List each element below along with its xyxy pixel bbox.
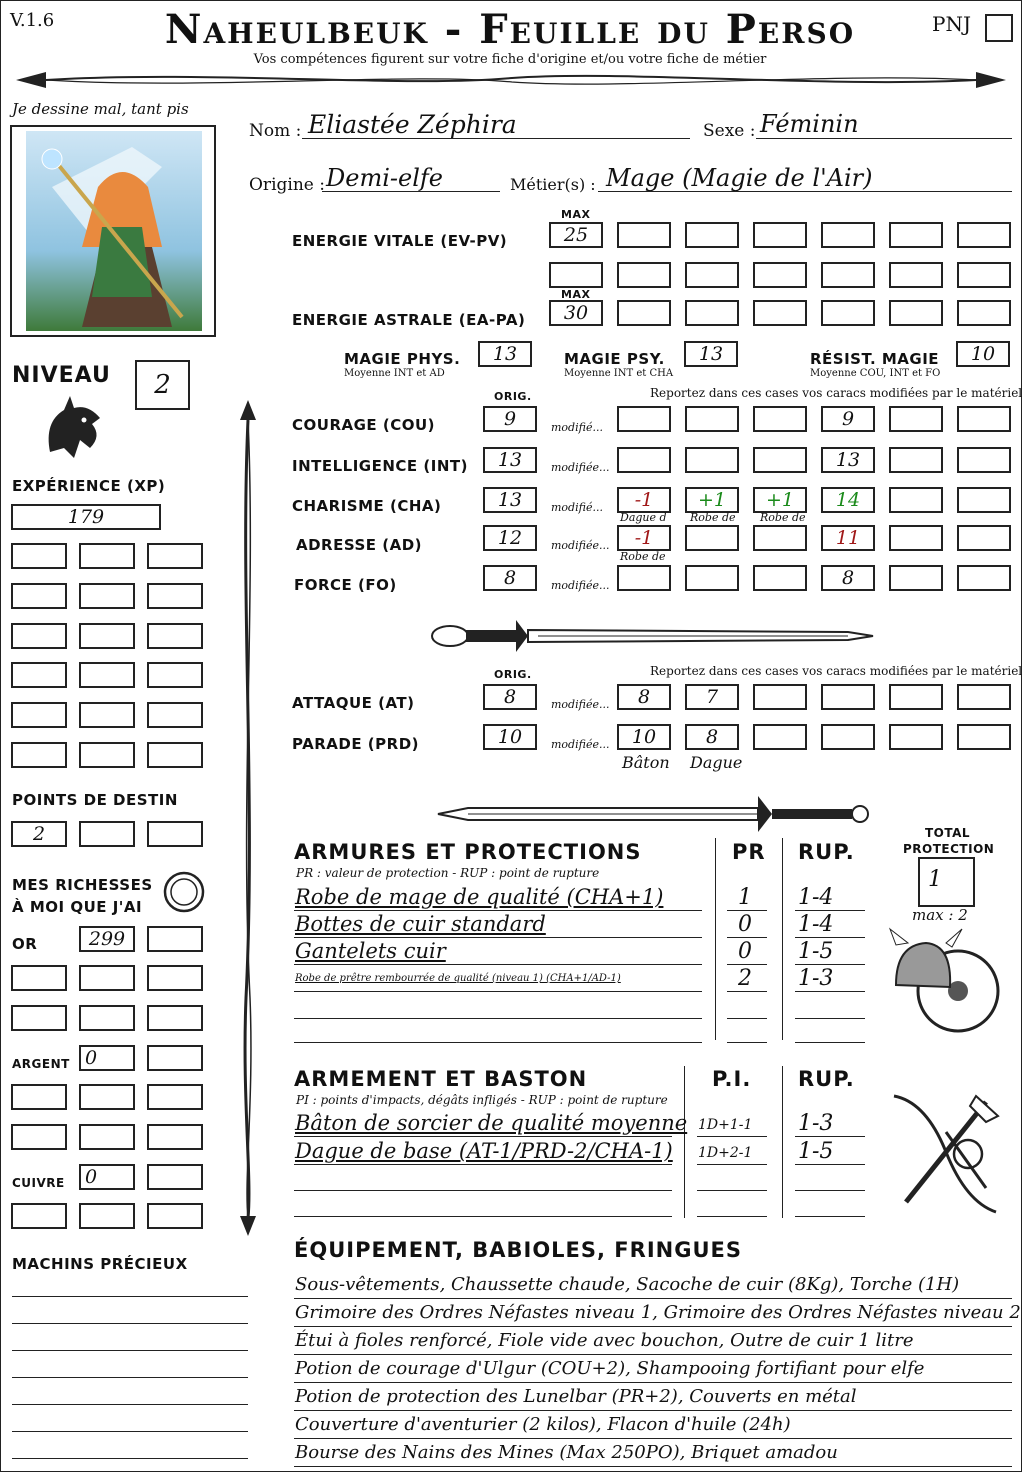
ad-mod-box[interactable] [889, 525, 943, 551]
xp-grid-box[interactable] [11, 623, 67, 649]
cuivre-box[interactable] [147, 1203, 203, 1229]
argent-box[interactable]: 0 [79, 1045, 135, 1071]
sword-icon [428, 790, 878, 838]
total-protection-box[interactable]: 1 [918, 857, 975, 907]
or-box[interactable] [147, 1005, 203, 1031]
prd-mod-box[interactable] [889, 724, 943, 750]
machins-line[interactable] [12, 1458, 248, 1459]
fo-mod-box[interactable] [889, 565, 943, 591]
ad-mod-box[interactable]: 11 [821, 525, 875, 551]
ad-mod-box[interactable]: -1 [617, 525, 671, 551]
origine-label: Origine : [249, 175, 325, 195]
equipment-line[interactable]: Bourse des Nains des Mines (Max 250PO), Briquet amadou [295, 1442, 838, 1463]
cha-note: Robe de [690, 511, 736, 524]
argent-box[interactable] [79, 1124, 135, 1150]
metier-underline [598, 191, 1012, 192]
armor-item-rup[interactable]: 1-3 [798, 966, 834, 991]
weapon-line [294, 1216, 672, 1217]
page-subtitle: Vos compétences figurent sur votre fiche d'origine et/ou votre fiche de métier [253, 52, 767, 67]
armor-rup-line [795, 991, 865, 992]
fo-orig-box[interactable]: 8 [483, 565, 537, 591]
ev-box[interactable] [889, 222, 943, 248]
int-modif-label: modifiée... [551, 461, 610, 474]
equipment-underline [294, 1326, 1012, 1327]
sexe-value[interactable]: Féminin [760, 110, 859, 138]
weapon-pi-line [697, 1164, 767, 1165]
xp-grid-box[interactable] [147, 623, 203, 649]
cuivre-box[interactable] [79, 1203, 135, 1229]
cou-mod-box[interactable] [957, 406, 1011, 432]
caracs-report-note: Reportez dans ces cases vos caracs modifiées par le matériel [650, 386, 1023, 400]
weapon-item-pi[interactable]: 1D+2-1 [698, 1145, 753, 1161]
origine-underline [322, 191, 500, 192]
cou-mod-box[interactable] [889, 406, 943, 432]
prd-mod-box[interactable] [753, 724, 807, 750]
xp-grid-box[interactable] [11, 662, 67, 688]
cha-note: Dague d [620, 511, 667, 524]
or-box[interactable] [147, 926, 203, 952]
prd-modif-label: modifiée... [551, 738, 610, 751]
helmet-shield-icon [886, 925, 1004, 1041]
prd-mod-box[interactable]: 8 [685, 724, 739, 750]
xp-grid-box[interactable] [79, 623, 135, 649]
prd-orig-box[interactable]: 10 [483, 724, 537, 750]
cou-mod-box[interactable] [685, 406, 739, 432]
at-modif-label: modifiée... [551, 698, 610, 711]
ad-mod-box[interactable] [957, 525, 1011, 551]
cuivre-box[interactable] [147, 1164, 203, 1190]
equipment-line[interactable]: Grimoire des Ordres Néfastes niveau 1, Grimoire des Ordres Néfastes niveau 2 [295, 1302, 1021, 1323]
ev-max-box[interactable]: 25 [549, 222, 603, 248]
weapon-item-rup[interactable]: 1-3 [798, 1111, 834, 1136]
at-mod-box[interactable] [889, 684, 943, 710]
ad-note: Robe de [620, 550, 666, 563]
equipment-underline [294, 1354, 1012, 1355]
ev-box[interactable] [821, 222, 875, 248]
ev-box[interactable] [617, 262, 671, 288]
equipment-line[interactable]: Potion de courage d'Ulgur (COU+2), Shampooing fortifiant pour elfe [295, 1358, 925, 1379]
fo-mod-box[interactable] [957, 565, 1011, 591]
weapons-col-divider [684, 1066, 685, 1218]
int-label: INTELLIGENCE (INT) [292, 457, 468, 475]
magie-phys-label: MAGIE PHYS. [344, 350, 461, 368]
cha-modif-label: modifié... [551, 501, 603, 514]
total-protection-label: TOTAL [925, 826, 971, 840]
destin-box[interactable]: 2 [11, 821, 67, 847]
armor-item-rup[interactable]: 1-5 [798, 939, 834, 964]
armor-line [294, 910, 702, 911]
xp-grid-box[interactable] [11, 583, 67, 609]
pnj-checkbox[interactable] [985, 14, 1013, 42]
origine-value[interactable]: Demi-elfe [326, 164, 443, 192]
dragon-icon [40, 392, 106, 464]
cha-orig-box[interactable]: 13 [483, 487, 537, 513]
weapon-item-name[interactable]: Dague de base (AT-1/PRD-2/CHA-1) [295, 1139, 673, 1163]
armor-pr-line [727, 937, 767, 938]
ea-box[interactable] [753, 300, 807, 326]
sexe-underline [756, 138, 1012, 139]
argent-box[interactable] [11, 1084, 67, 1110]
metier-label: Métier(s) : [510, 175, 596, 194]
cha-mod-box[interactable]: 14 [821, 487, 875, 513]
xp-grid-box[interactable] [147, 662, 203, 688]
fo-mod-box[interactable]: 8 [821, 565, 875, 591]
resist-magie-box[interactable]: 10 [956, 341, 1010, 367]
weapons-icon [886, 1092, 1004, 1218]
prd-mod-box[interactable] [957, 724, 1011, 750]
armor-item-name[interactable]: Robe de prêtre rembourrée de qualité (niveau 1) (CHA+1/AD-1) [295, 973, 621, 984]
at-mod-box[interactable] [753, 684, 807, 710]
xp-grid-box[interactable] [79, 742, 135, 768]
weapons-sub: PI : points d'impacts, dégâts infligés - RUP : point de rupture [296, 1093, 668, 1107]
fo-modif-label: modifiée... [551, 579, 610, 592]
cha-note: Robe de [760, 511, 806, 524]
xp-grid-box[interactable] [147, 543, 203, 569]
weapons-rup-header: RUP. [798, 1067, 855, 1091]
niveau-label: NIVEAU [12, 363, 111, 388]
machins-line[interactable] [12, 1377, 248, 1378]
armor-line [294, 1042, 702, 1043]
fo-mod-box[interactable] [685, 565, 739, 591]
weapon-pi-line [697, 1190, 767, 1191]
cou-mod-box[interactable] [617, 406, 671, 432]
richesses-label: MES RICHESSES [12, 876, 153, 894]
magie-psy-sub: Moyenne INT et CHA [564, 368, 674, 379]
armor-line [294, 964, 702, 965]
ea-max-label: MAX [561, 288, 591, 301]
weapon-rup-line [795, 1190, 865, 1191]
cuivre-label: CUIVRE [12, 1176, 65, 1190]
armor-item-name[interactable]: Bottes de cuir standard [295, 912, 546, 936]
armor-rup-line [795, 964, 865, 965]
armor-pr-line [727, 1018, 767, 1019]
armor-pr-line [727, 910, 767, 911]
ea-box[interactable] [821, 300, 875, 326]
at-label: ATTAQUE (AT) [292, 694, 415, 712]
magie-phys-box[interactable]: 13 [478, 341, 532, 367]
coin-icon [162, 870, 206, 914]
xp-grid-box[interactable] [11, 543, 67, 569]
equipment-underline [294, 1410, 1012, 1411]
argent-box[interactable] [79, 1084, 135, 1110]
machins-label: MACHINS PRÉCIEUX [12, 1255, 188, 1273]
equipment-line[interactable]: Sous-vêtements, Chaussette chaude, Sacoche de cuir (8Kg), Torche (1H) [295, 1274, 960, 1295]
ev-box[interactable] [957, 222, 1011, 248]
resist-magie-label: RÉSIST. MAGIE [810, 350, 940, 368]
weapon-line [294, 1190, 672, 1191]
destin-box[interactable] [79, 821, 135, 847]
armor-pr-header: PR [732, 840, 766, 864]
at-mod-box[interactable] [821, 684, 875, 710]
portrait-caption: Je dessine mal, tant pis [12, 100, 189, 118]
argent-box[interactable] [147, 1084, 203, 1110]
weapons-pi-header: P.I. [712, 1067, 752, 1091]
weapon-rup-line [795, 1164, 865, 1165]
equipment-underline [294, 1438, 1012, 1439]
ev-box[interactable] [821, 262, 875, 288]
armor-col-divider [782, 838, 783, 1040]
ev-max-label: MAX [561, 208, 591, 221]
ea-label: ENERGIE ASTRALE (EA-PA) [292, 311, 526, 329]
nom-value[interactable]: Eliastée Zéphira [308, 110, 517, 139]
magie-psy-box[interactable]: 13 [684, 341, 738, 367]
total-protection-max: max : 2 [912, 906, 968, 924]
resist-magie-sub: Moyenne COU, INT et FO [810, 368, 941, 379]
niveau-box[interactable]: 2 [135, 360, 190, 410]
xp-grid-box[interactable] [79, 583, 135, 609]
at-mod-box[interactable]: 8 [617, 684, 671, 710]
xp-grid-box[interactable] [79, 702, 135, 728]
equipment-underline [294, 1298, 1012, 1299]
weapon-line [294, 1136, 672, 1137]
sword-icon [428, 612, 878, 660]
weapons-title: ARMEMENT ET BASTON [294, 1067, 588, 1091]
weapon-rup-line [795, 1136, 865, 1137]
richesses-label-2: À MOI QUE J'AI [12, 898, 143, 916]
armor-col-divider [715, 838, 716, 1040]
ev-box[interactable] [685, 222, 739, 248]
ev-box[interactable] [549, 262, 603, 288]
portrait-image [12, 127, 214, 335]
xp-label: EXPÉRIENCE (XP) [12, 477, 166, 495]
cou-mod-box[interactable] [753, 406, 807, 432]
cou-mod-box[interactable]: 9 [821, 406, 875, 432]
prd-label: PARADE (PRD) [292, 735, 420, 753]
pnj-label: PNJ [932, 12, 971, 36]
ev-box[interactable] [889, 262, 943, 288]
weapon-item-rup[interactable]: 1-5 [798, 1139, 834, 1164]
armor-line [294, 991, 702, 992]
cha-mod-box[interactable] [889, 487, 943, 513]
armor-line [294, 1018, 702, 1019]
or-box[interactable] [147, 965, 203, 991]
ev-box[interactable] [957, 262, 1011, 288]
nom-label: Nom : [249, 121, 302, 141]
argent-box[interactable] [147, 1124, 203, 1150]
cou-orig-box[interactable]: 9 [483, 406, 537, 432]
argent-box[interactable] [147, 1045, 203, 1071]
int-mod-box[interactable] [957, 447, 1011, 473]
or-label: OR [12, 935, 38, 953]
fo-label: FORCE (FO) [294, 576, 397, 594]
ad-modif-label: modifiée... [551, 539, 610, 552]
xp-grid-box[interactable] [147, 742, 203, 768]
equipment-underline [294, 1382, 1012, 1383]
xp-grid-box[interactable] [79, 543, 135, 569]
ea-box[interactable] [889, 300, 943, 326]
armor-item-pr[interactable]: 0 [738, 939, 752, 964]
int-mod-box[interactable] [753, 447, 807, 473]
xp-grid-box[interactable] [147, 702, 203, 728]
nom-underline [302, 138, 690, 139]
argent-box[interactable] [11, 1124, 67, 1150]
weapon-label-baton: Bâton [622, 753, 670, 772]
magie-psy-label: MAGIE PSY. [564, 350, 665, 368]
destin-label: POINTS DE DESTIN [12, 791, 178, 809]
equipment-line[interactable]: Potion de protection des Lunelbar (PR+2), Couverts en métal [295, 1386, 857, 1407]
weapon-rup-line [795, 1216, 865, 1217]
caracs-orig-label: ORIG. [494, 390, 532, 403]
cou-modif-label: modifié... [551, 421, 603, 434]
weapon-item-pi[interactable]: 1D+1-1 [698, 1117, 753, 1133]
armor-pr-line [727, 991, 767, 992]
equipment-title: ÉQUIPEMENT, BABIOLES, FRINGUES [294, 1238, 742, 1262]
ea-box[interactable] [957, 300, 1011, 326]
cou-label: COURAGE (COU) [292, 416, 436, 434]
or-box[interactable] [79, 1005, 135, 1031]
ad-label: ADRESSE (AD) [296, 536, 423, 554]
metier-value[interactable]: Mage (Magie de l'Air) [606, 164, 873, 192]
armor-item-rup[interactable]: 1-4 [798, 885, 834, 910]
machins-line[interactable] [12, 1431, 248, 1432]
ev-box[interactable] [685, 262, 739, 288]
ev-box[interactable] [617, 222, 671, 248]
weapon-pi-line [697, 1136, 767, 1137]
armor-item-name[interactable]: Gantelets cuir [295, 939, 446, 963]
xp-grid-box[interactable] [147, 583, 203, 609]
sexe-label: Sexe : [703, 121, 756, 141]
at-orig-box[interactable]: 8 [483, 684, 537, 710]
int-mod-box[interactable] [889, 447, 943, 473]
machins-line[interactable] [12, 1296, 248, 1297]
xp-box[interactable]: 179 [11, 504, 161, 530]
ad-mod-box[interactable] [753, 525, 807, 551]
cuivre-box[interactable]: 0 [79, 1164, 135, 1190]
combat-orig-label: ORIG. [494, 668, 532, 681]
armor-title: ARMURES ET PROTECTIONS [294, 840, 642, 864]
equipment-line[interactable]: Couverture d'aventurier (2 kilos), Flacon d'huile (24h) [295, 1414, 791, 1435]
armor-item-pr[interactable]: 0 [738, 912, 752, 937]
equipment-line[interactable]: Étui à fioles renforcé, Fiole vide avec bouchon, Outre de cuir 1 litre [295, 1330, 914, 1351]
page-title: Naheulbeuk - Feuille du Perso [164, 6, 856, 53]
cha-mod-box[interactable]: -1 [617, 487, 671, 513]
int-orig-box[interactable]: 13 [483, 447, 537, 473]
weapon-pi-line [697, 1216, 767, 1217]
magie-phys-sub: Moyenne INT et AD [344, 368, 445, 379]
total-protection-label-2: PROTECTION [903, 842, 995, 856]
fo-mod-box[interactable] [617, 565, 671, 591]
ea-max-box[interactable]: 30 [549, 300, 603, 326]
combat-report-note: Reportez dans ces cases vos caracs modifiées par le matériel [650, 664, 1023, 678]
prd-mod-box[interactable] [821, 724, 875, 750]
armor-sub: PR : valeur de protection - RUP : point de rupture [296, 866, 600, 880]
int-mod-box[interactable] [685, 447, 739, 473]
or-box[interactable] [79, 965, 135, 991]
armor-item-rup[interactable]: 1-4 [798, 912, 834, 937]
cha-label: CHARISME (CHA) [292, 497, 442, 515]
ev-label: ENERGIE VITALE (EV-PV) [292, 232, 508, 250]
prd-mod-box[interactable]: 10 [617, 724, 671, 750]
or-box[interactable] [11, 1005, 67, 1031]
ad-orig-box[interactable]: 12 [483, 525, 537, 551]
weapons-col-divider [782, 1066, 783, 1218]
weapon-line [294, 1164, 672, 1165]
cha-mod-box[interactable] [957, 487, 1011, 513]
armor-rup-header: RUP. [798, 840, 855, 864]
machins-line[interactable] [12, 1404, 248, 1405]
int-mod-box[interactable] [617, 447, 671, 473]
cha-mod-box[interactable]: +1 [685, 487, 739, 513]
armor-pr-line [727, 1042, 767, 1043]
at-mod-box[interactable] [957, 684, 1011, 710]
argent-label: ARGENT [12, 1057, 70, 1071]
machins-line[interactable] [12, 1350, 248, 1351]
xp-grid-box[interactable] [79, 662, 135, 688]
ea-box[interactable] [617, 300, 671, 326]
xp-grid-box[interactable] [11, 702, 67, 728]
cha-mod-box[interactable]: +1 [753, 487, 807, 513]
or-box[interactable] [11, 965, 67, 991]
equipment-underline [294, 1466, 1012, 1467]
weapon-item-name[interactable]: Bâton de sorcier de qualité moyenne [295, 1111, 688, 1135]
xp-grid-box[interactable] [11, 742, 67, 768]
staff-icon [230, 398, 266, 1238]
int-mod-box[interactable]: 13 [821, 447, 875, 473]
armor-item-name[interactable]: Robe de mage de qualité (CHA+1) [295, 885, 664, 909]
armor-pr-line [727, 964, 767, 965]
portrait-frame [10, 125, 216, 337]
armor-rup-line [795, 1042, 865, 1043]
armor-rup-line [795, 1018, 865, 1019]
machins-line[interactable] [12, 1323, 248, 1324]
ev-box[interactable] [753, 222, 807, 248]
armor-rup-line [795, 910, 865, 911]
spear-divider [6, 62, 1018, 98]
cuivre-box[interactable] [11, 1203, 67, 1229]
armor-rup-line [795, 937, 865, 938]
armor-item-pr[interactable]: 1 [738, 885, 752, 910]
armor-item-pr[interactable]: 2 [738, 966, 752, 991]
armor-line [294, 937, 702, 938]
fo-mod-box[interactable] [753, 565, 807, 591]
ev-box[interactable] [753, 262, 807, 288]
ea-box[interactable] [685, 300, 739, 326]
at-mod-box[interactable]: 7 [685, 684, 739, 710]
version-label: V.1.6 [10, 10, 55, 31]
destin-box[interactable] [147, 821, 203, 847]
weapon-label-dague: Dague [690, 753, 743, 772]
or-box[interactable]: 299 [79, 926, 135, 952]
ad-mod-box[interactable] [685, 525, 739, 551]
